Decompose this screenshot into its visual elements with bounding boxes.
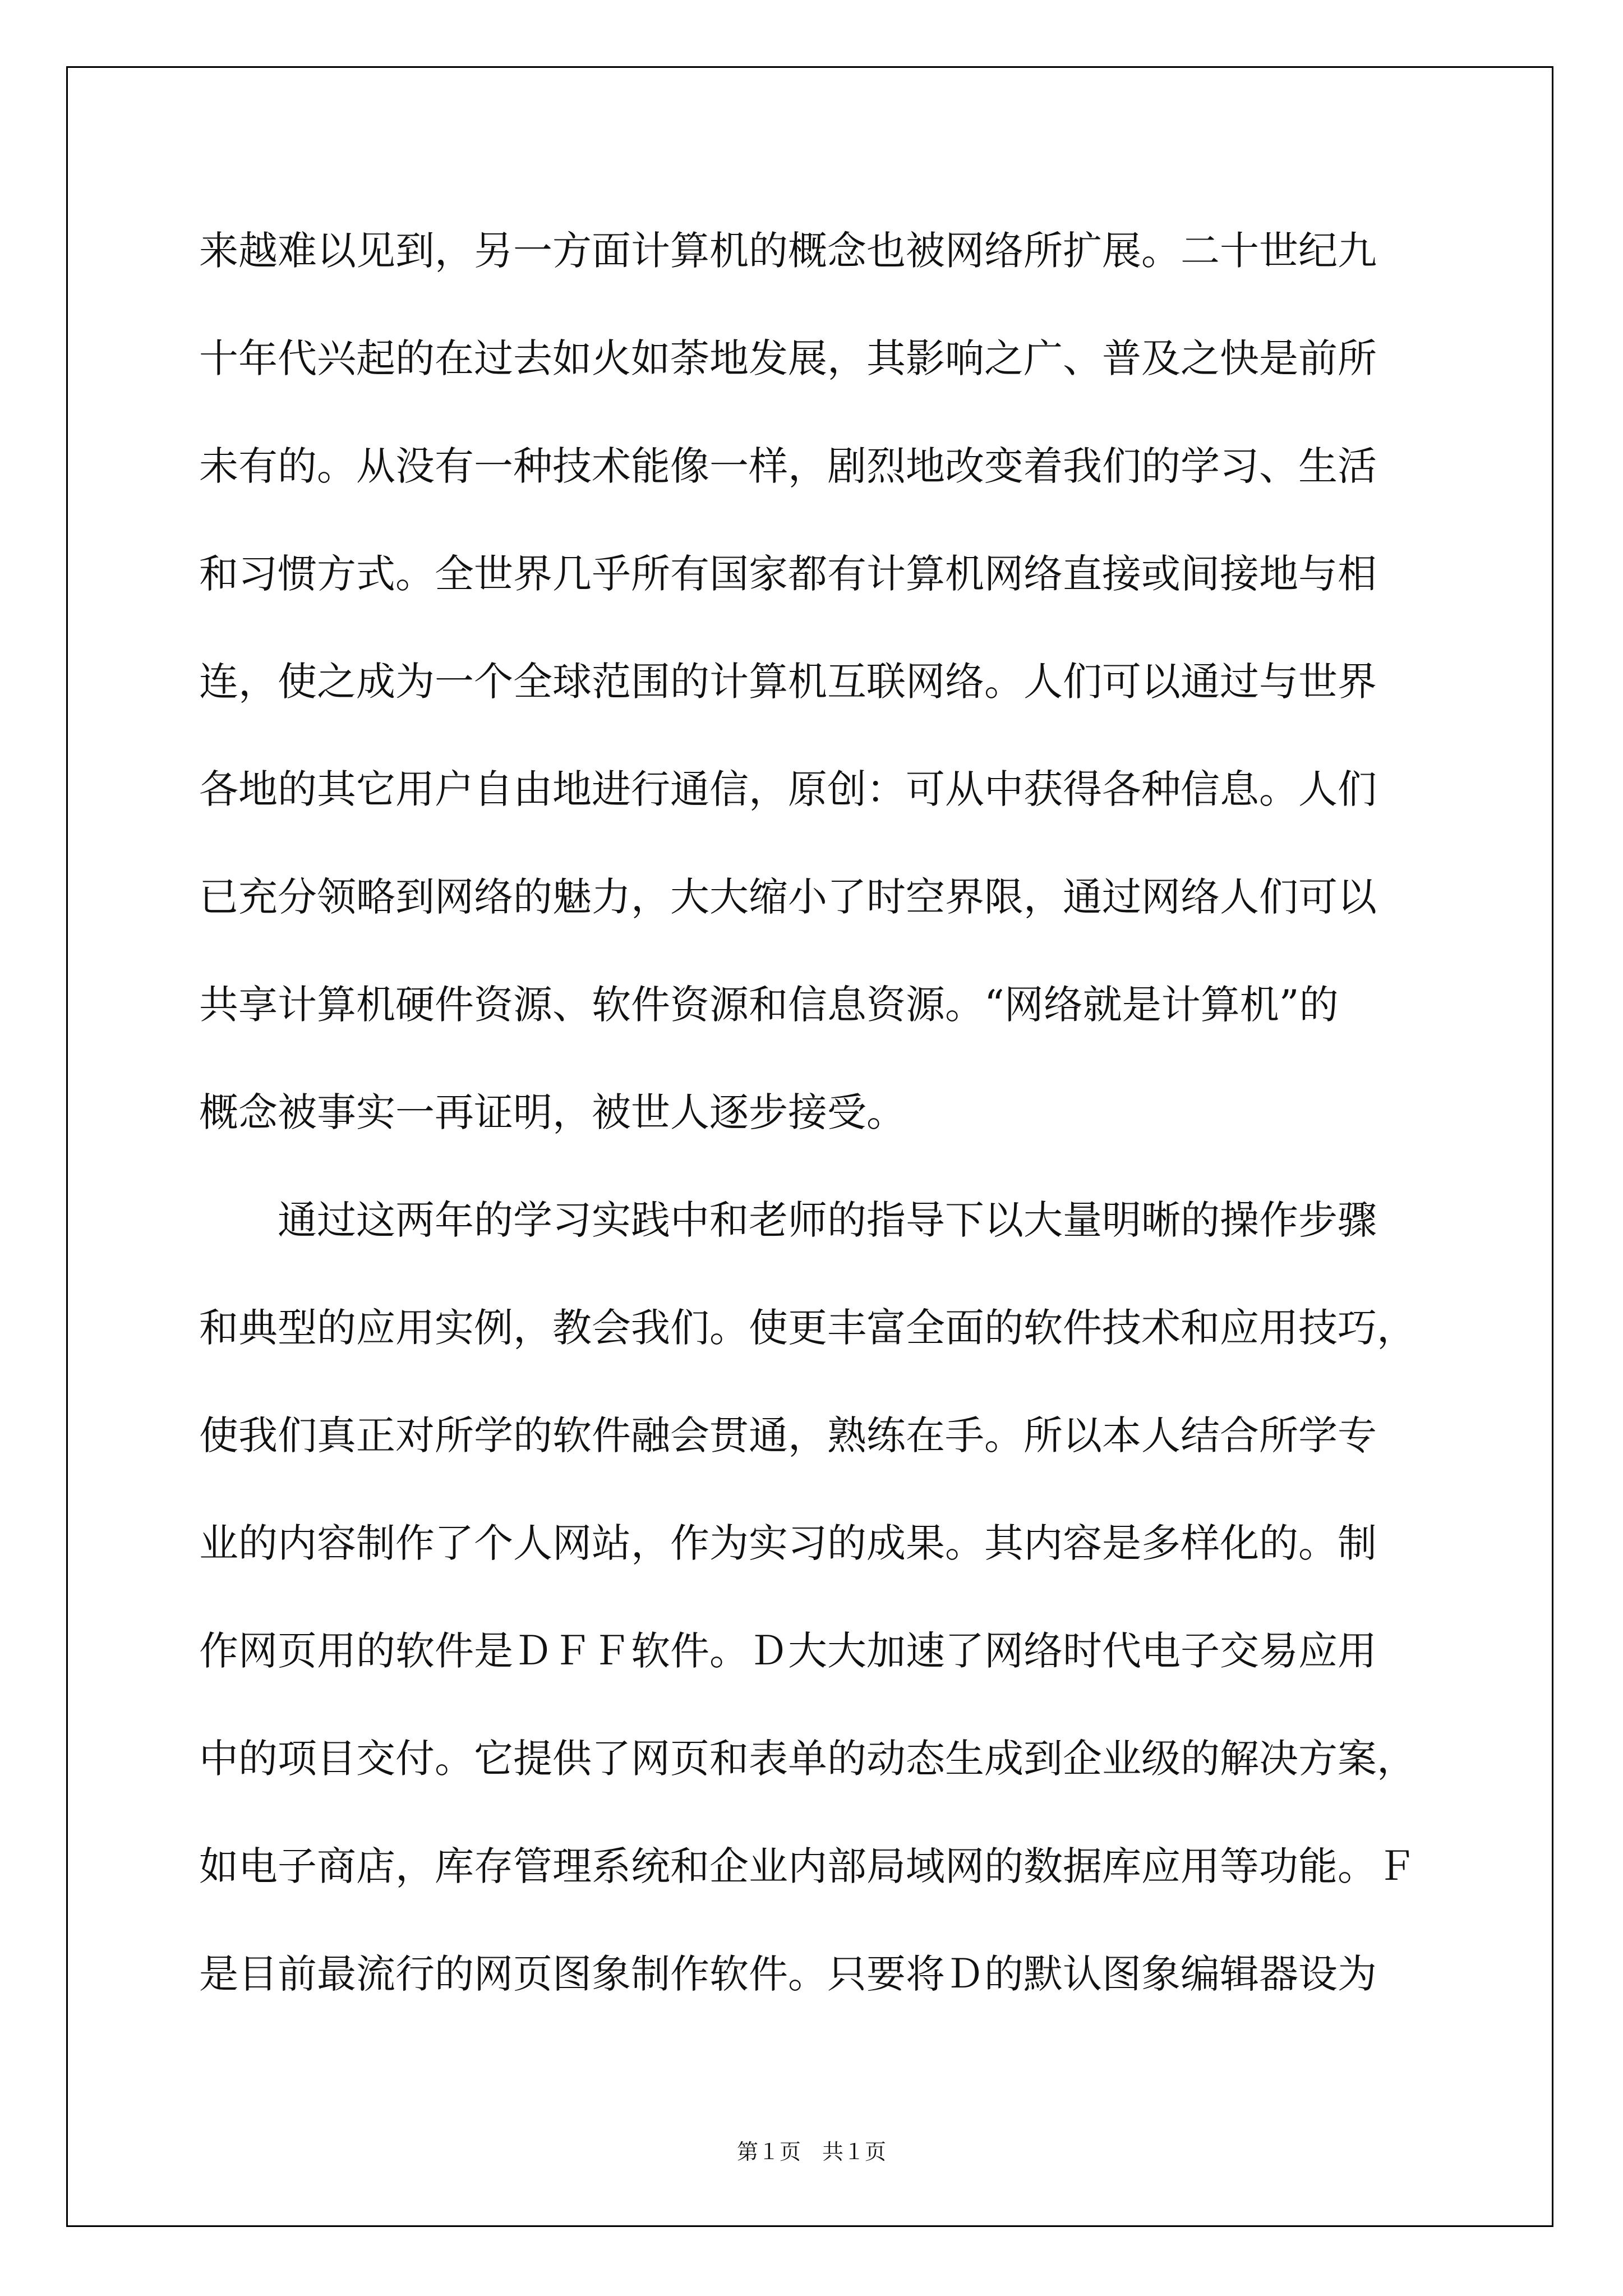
text-line: 如电子商店，库存管理系统和企业内部局域网的数据库应用等功能。Ｆ: [199, 1843, 1416, 1889]
text-line: 业的内容制作了个人网站，作为实习的成果。其内容是多样化的。制: [199, 1520, 1377, 1566]
text-line: 概念被事实一再证明，被世人逐步接受。: [199, 1089, 906, 1135]
page-number-footer: 第１页 共１页: [736, 2139, 886, 2164]
paragraph-first-line: 通过这两年的学习实践中和老师的指导下以大量明晰的操作步骤: [278, 1197, 1377, 1243]
text-line: 连，使之成为一个全球范围的计算机互联网络。人们可以通过与世界: [199, 659, 1377, 705]
text-line: 已充分领略到网络的魅力，大大缩小了时空界限，通过网络人们可以: [199, 874, 1377, 920]
text-line: 未有的。从没有一种技术能像一样，剧烈地改变着我们的学习、生活: [199, 443, 1377, 489]
text-line: 作网页用的软件是ＤＦＦ软件。Ｄ大大加速了网络时代电子交易应用: [199, 1628, 1377, 1674]
text-line: 各地的其它用户自由地进行通信，原创：可从中获得各种信息。人们: [199, 766, 1377, 812]
text-line: 共享计算机硬件资源、软件资源和信息资源。“网络就是计算机”的: [199, 982, 1339, 1028]
text-line: 中的项目交付。它提供了网页和表单的动态生成到企业级的解决方案，: [199, 1736, 1416, 1782]
text-line: 使我们真正对所学的软件融会贯通，熟练在手。所以本人结合所学专: [199, 1412, 1377, 1458]
text-line: 和典型的应用实例，教会我们。使更丰富全面的软件技术和应用技巧，: [199, 1305, 1416, 1351]
text-line: 是目前最流行的网页图象制作软件。只要将Ｄ的默认图象编辑器设为: [199, 1951, 1377, 1997]
text-line: 十年代兴起的在过去如火如荼地发展，其影响之广、普及之快是前所: [199, 335, 1377, 381]
text-line: 来越难以见到，另一方面计算机的概念也被网络所扩展。二十世纪九: [199, 228, 1377, 274]
page-border: [66, 66, 1553, 2227]
text-line: 和习惯方式。全世界几乎所有国家都有计算机网络直接或间接地与相: [199, 551, 1377, 597]
